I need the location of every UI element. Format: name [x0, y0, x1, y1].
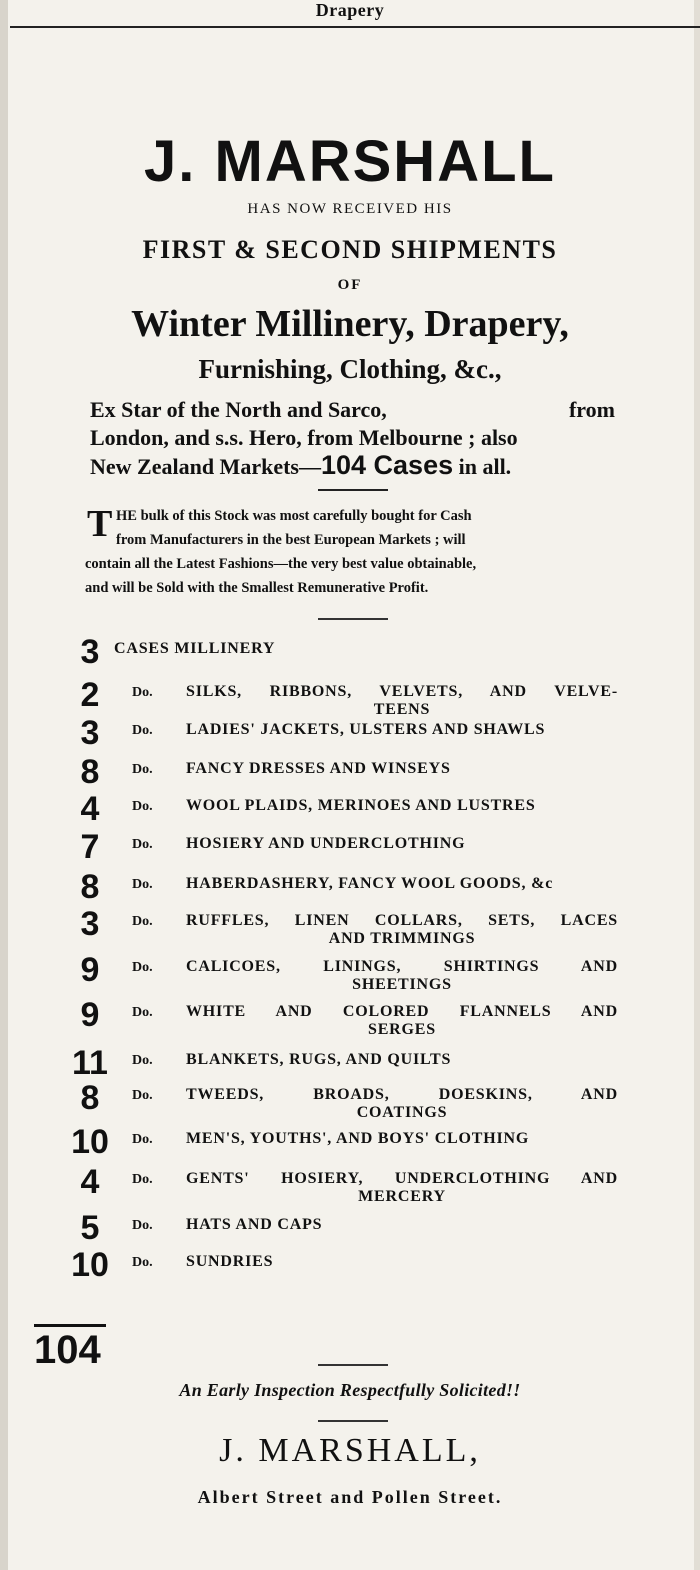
divider-rule [318, 1420, 388, 1422]
item-ditto: Do. [132, 1053, 153, 1068]
list-item [0, 1162, 700, 1205]
stock-text-line: HE bulk of this Stock was most carefully bought for Cash [116, 508, 472, 524]
item-ditto: Do. [132, 1088, 153, 1103]
total-rule [34, 1324, 106, 1327]
item-quantity: 4 [80, 1163, 100, 1201]
item-ditto: Do. [132, 799, 153, 814]
item-description: WOOL PLAIDS, MERINOES AND LUSTRES [186, 797, 536, 814]
divider-rule [318, 489, 388, 491]
list-item [0, 675, 700, 718]
ex-from: from [568, 397, 615, 422]
item-ditto: Do. [132, 762, 153, 777]
item-quantity: 11 [72, 1044, 108, 1082]
item-description: CASES MILLINERY [114, 640, 276, 657]
list-item [0, 713, 700, 753]
item-description: FANCY DRESSES AND WINSEYS [186, 760, 451, 777]
item-quantity: 10 [71, 1246, 109, 1284]
item-ditto: Do. [132, 1172, 153, 1187]
item-description: SUNDRIES [186, 1253, 274, 1270]
item-ditto: Do. [132, 960, 153, 975]
item-ditto: Do. [132, 877, 153, 892]
address-line: Albert Street and Pollen Street. [197, 1487, 503, 1507]
item-quantity: 8 [80, 1079, 100, 1117]
list-item [0, 752, 700, 792]
item-description: CALICOES, LININGS, SHIRTINGS AND [186, 958, 618, 975]
ex-line-3 [90, 451, 615, 481]
ex-markets: New Zealand Markets— [90, 454, 321, 479]
item-description: TWEEDS, BROADS, DOESKINS, AND [186, 1086, 618, 1103]
item-description: MEN'S, YOUTHS', AND BOYS' CLOTHING [186, 1130, 530, 1147]
merchant-name: J. MARSHALL [144, 129, 556, 194]
goods-headline: Winter Millinery, Drapery, [131, 303, 569, 345]
ex-in-all: in all. [458, 454, 512, 479]
list-item [0, 995, 700, 1038]
item-quantity: 9 [80, 996, 100, 1034]
item-quantity: 4 [80, 790, 100, 828]
item-description-continued: MERCERY [358, 1188, 446, 1205]
item-ditto: Do. [132, 1005, 153, 1020]
total-cases: 104 [34, 1328, 101, 1372]
item-quantity: 3 [80, 905, 100, 943]
ex-line-1 [90, 395, 615, 424]
divider-rule [318, 618, 388, 620]
item-description: RUFFLES, LINEN COLLARS, SETS, LACES [186, 912, 618, 929]
item-description-continued: TEENS [373, 701, 431, 718]
list-item [0, 950, 700, 993]
item-quantity: 8 [80, 868, 100, 906]
list-item [0, 1245, 700, 1285]
item-ditto: Do. [132, 914, 153, 929]
list-item [0, 1122, 700, 1162]
list-item [0, 1043, 700, 1083]
list-item [0, 1078, 700, 1121]
item-description-continued: COATINGS [356, 1104, 448, 1121]
item-description: HOSIERY AND UNDERCLOTHING [186, 835, 466, 852]
received-line: HAS NOW RECEIVED HIS [247, 201, 453, 217]
item-description-continued: AND TRIMMINGS [328, 930, 476, 947]
ex-ships: Ex Star of the North and Sarco, [90, 397, 387, 422]
list-item [0, 632, 700, 672]
item-ditto: Do. [132, 723, 153, 738]
merchant-footer: J. MARSHALL, [219, 1432, 481, 1469]
item-ditto: Do. [132, 1218, 153, 1233]
stock-text-line: from Manufacturers in the best European Markets ; will [116, 532, 466, 548]
list-item [0, 1208, 700, 1248]
list-item [0, 827, 700, 867]
header-rule [10, 26, 700, 28]
item-quantity: 5 [80, 1209, 100, 1247]
drop-cap: T [87, 503, 113, 545]
divider-rule [318, 1364, 388, 1366]
item-description: HABERDASHERY, FANCY WOOL GOODS, &c [186, 875, 554, 892]
item-quantity: 9 [80, 951, 100, 989]
item-quantity: 8 [80, 753, 100, 791]
item-ditto: Do. [132, 837, 153, 852]
item-description: LADIES' JACKETS, ULSTERS AND SHAWLS [186, 721, 546, 738]
goods-subheadline: Furnishing, Clothing, &c., [198, 354, 502, 384]
item-quantity: 3 [80, 714, 100, 752]
item-quantity: 10 [71, 1123, 109, 1161]
of-line: OF [337, 277, 363, 293]
list-item [0, 789, 700, 829]
item-description: WHITE AND COLORED FLANNELS AND [186, 1003, 618, 1020]
item-description: BLANKETS, RUGS, AND QUILTS [186, 1051, 452, 1068]
item-quantity: 2 [80, 676, 100, 714]
item-ditto: Do. [132, 685, 153, 700]
list-item [0, 867, 700, 907]
shipments-line: FIRST & SECOND SHIPMENTS [142, 235, 558, 264]
item-description-continued: SERGES [368, 1021, 436, 1038]
item-description: GENTS' HOSIERY, UNDERCLOTHING AND [186, 1170, 618, 1187]
stock-text-line: contain all the Latest Fashions—the very best value obtainable, [85, 556, 477, 572]
item-description: SILKS, RIBBONS, VELVETS, AND VELVE- [186, 683, 618, 700]
item-description: HATS AND CAPS [186, 1216, 323, 1233]
section-heading: Drapery [315, 0, 385, 20]
list-item [0, 904, 700, 947]
item-ditto: Do. [132, 1132, 153, 1147]
item-description-continued: SHEETINGS [352, 976, 452, 993]
item-quantity: 7 [80, 828, 100, 866]
item-ditto: Do. [132, 1255, 153, 1270]
item-quantity: 3 [80, 633, 100, 671]
case-count: 104 Cases [320, 450, 454, 480]
stock-text-line: and will be Sold with the Smallest Remunerative Profit. [85, 580, 429, 596]
inspection-line: An Early Inspection Respectfully Solicited!! [179, 1380, 521, 1400]
ex-line-2: London, and s.s. Hero, from Melbourne ; also [90, 425, 518, 450]
